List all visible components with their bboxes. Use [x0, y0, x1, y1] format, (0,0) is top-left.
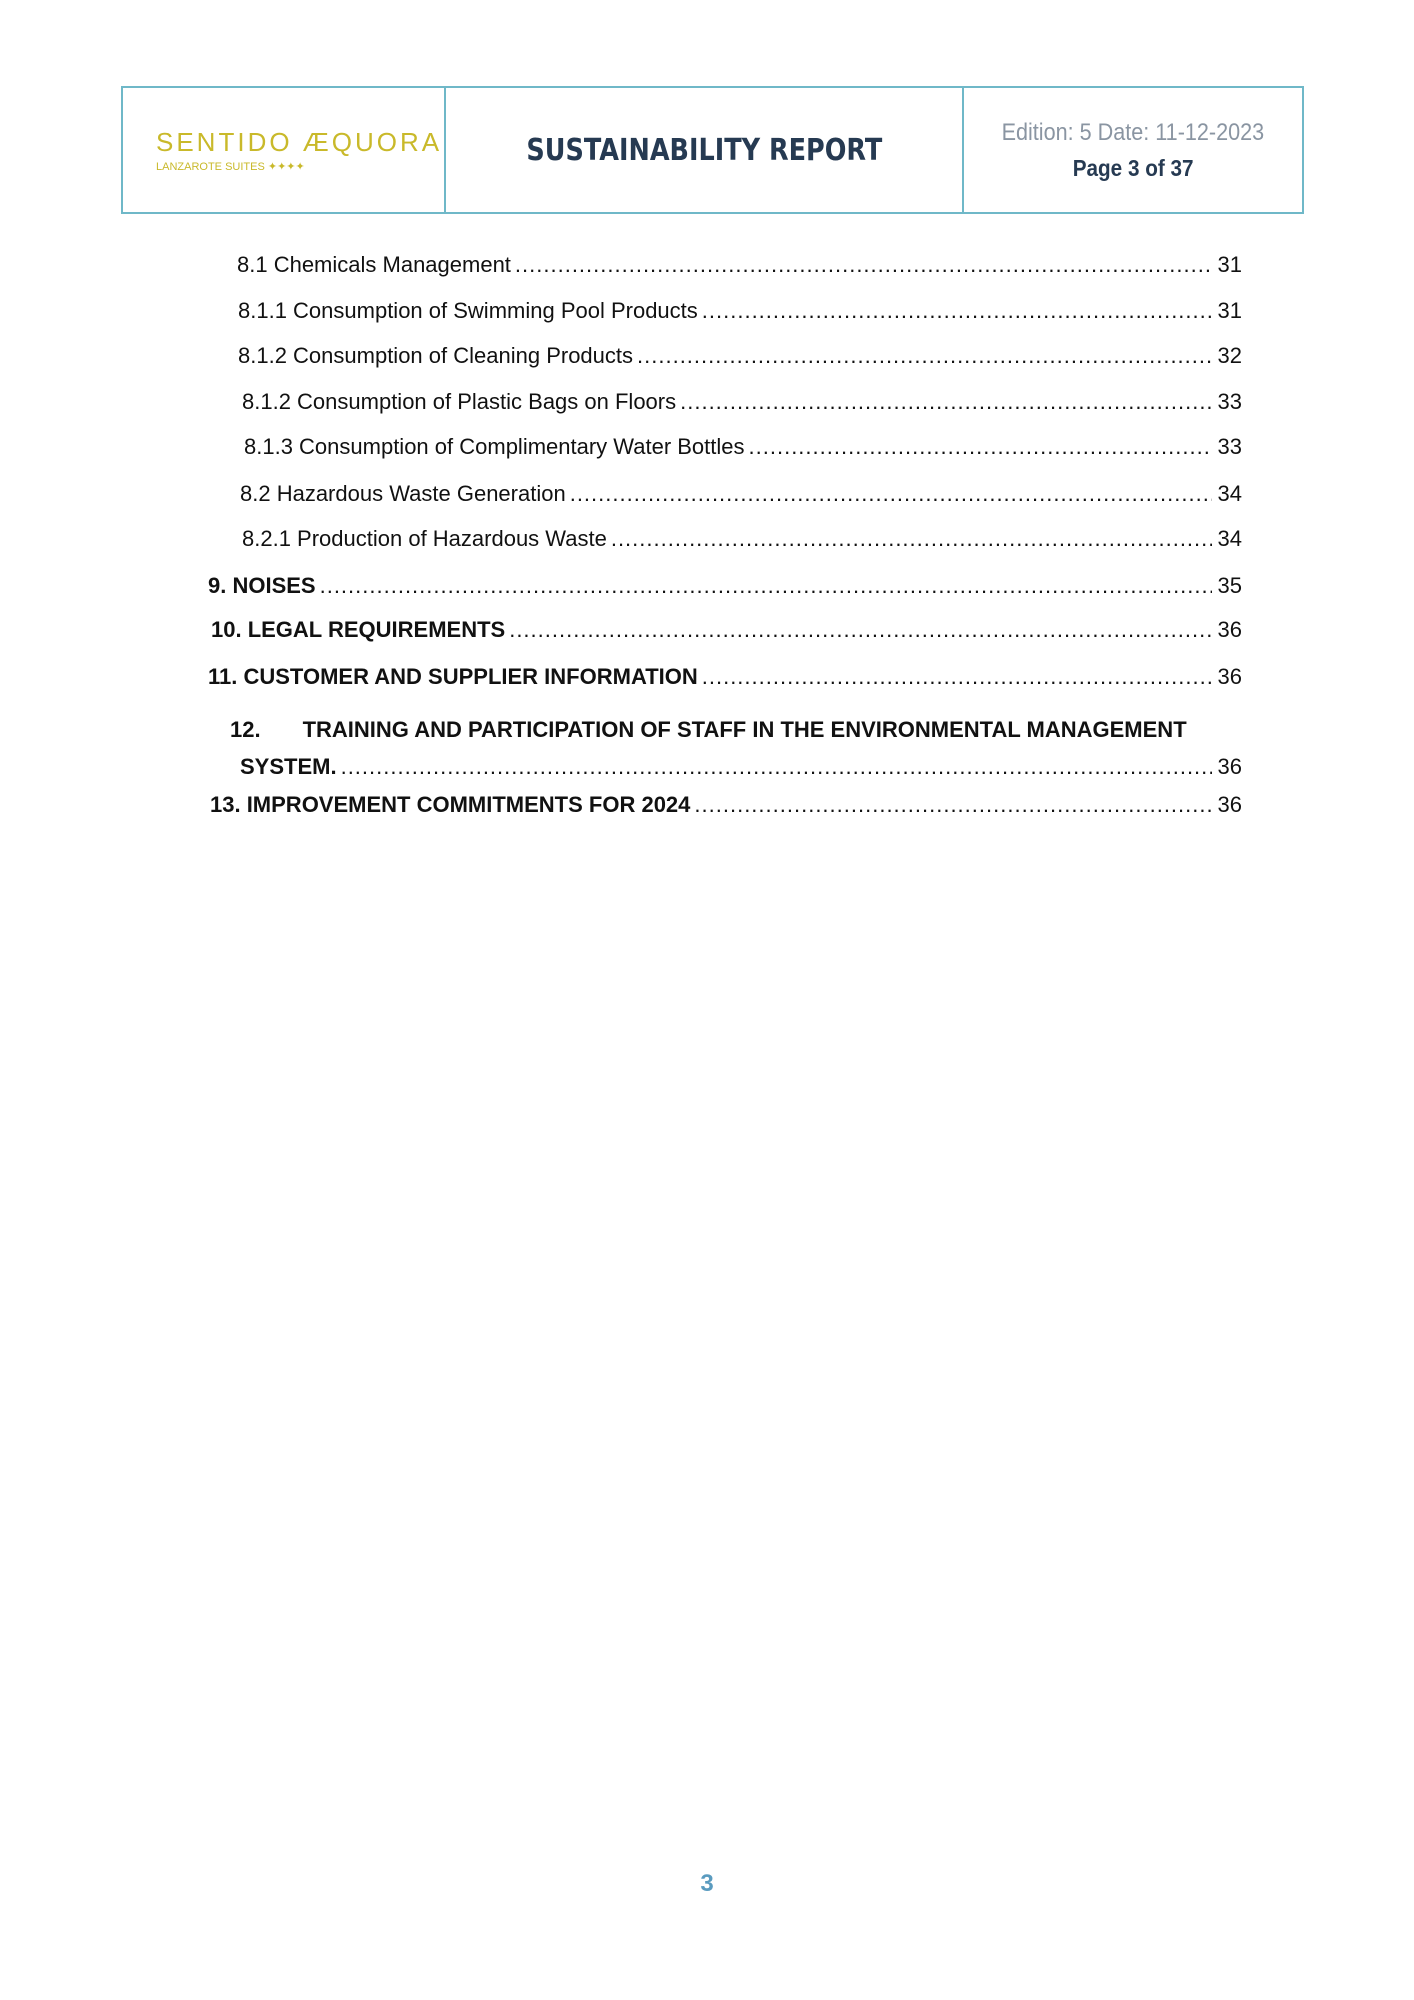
toc-entry[interactable] — [237, 252, 1242, 278]
toc-page: 34 — [1217, 481, 1242, 506]
leader-dots — [702, 298, 1212, 324]
toc-page: 36 — [1217, 754, 1242, 779]
leader-dots — [702, 664, 1212, 690]
leader-dots — [509, 617, 1211, 643]
toc-page: 33 — [1217, 389, 1242, 414]
leader-dots — [749, 434, 1212, 460]
logo-main: SENTIDO ÆQUORA — [156, 127, 443, 157]
toc-entry[interactable] — [208, 664, 1242, 690]
footer-page-number: 3 — [700, 1870, 714, 1897]
page-indicator: Page 3 of 37 — [1072, 154, 1194, 181]
leader-dots — [570, 481, 1212, 507]
toc-entry[interactable] — [244, 434, 1242, 460]
toc-page: 36 — [1217, 792, 1242, 817]
toc-title: TRAINING AND PARTICIPATION OF STAFF IN THE ENVIRONMENTAL MANAGEMENT — [302, 717, 1187, 742]
toc-label: 13. IMPROVEMENT COMMITMENTS FOR 2024 — [210, 792, 691, 817]
toc-entry[interactable] — [208, 573, 1242, 599]
logo — [123, 88, 446, 212]
toc-page: 31 — [1217, 298, 1242, 323]
toc-page: 31 — [1217, 252, 1242, 277]
leader-dots — [637, 343, 1212, 369]
toc-entry[interactable] — [238, 298, 1242, 324]
toc-page: 32 — [1217, 343, 1242, 368]
leader-dots — [611, 526, 1212, 552]
header-table — [121, 86, 1304, 214]
toc-label: 8.1.2 Consumption of Cleaning Products — [238, 343, 634, 368]
toc-entry[interactable] — [240, 481, 1242, 507]
toc-entry[interactable] — [211, 617, 1242, 643]
toc-entry[interactable] — [240, 754, 1242, 780]
toc-page: 33 — [1217, 434, 1242, 459]
toc-label: SYSTEM. — [240, 754, 337, 779]
toc-number: 12. — [230, 717, 261, 742]
toc-label: 8.1.3 Consumption of Complimentary Water Bottles — [244, 434, 745, 459]
report-title: SUSTAINABILITY REPORT — [526, 132, 882, 168]
toc-label: 8.1.2 Consumption of Plastic Bags on Floors — [242, 389, 677, 414]
toc-entry-12-heading[interactable] — [230, 717, 1187, 743]
toc-label: 11. CUSTOMER AND SUPPLIER INFORMATION — [208, 664, 698, 689]
toc-entry[interactable] — [242, 389, 1242, 415]
toc-page: 36 — [1217, 664, 1242, 689]
logo-sub: LANZAROTE SUITES ✦✦✦✦ — [156, 161, 305, 173]
toc-page: 35 — [1217, 573, 1242, 598]
toc-label: 9. NOISES — [208, 573, 316, 598]
leader-dots — [680, 389, 1211, 415]
toc-page: 36 — [1217, 617, 1242, 642]
leader-dots — [320, 573, 1212, 599]
toc-entry[interactable] — [238, 343, 1242, 369]
leader-dots — [694, 792, 1211, 818]
leader-dots — [341, 754, 1212, 780]
toc-entry[interactable] — [242, 526, 1242, 552]
toc-label: 8.1 Chemicals Management — [237, 252, 511, 277]
toc-label: 8.2 Hazardous Waste Generation — [240, 481, 566, 506]
edition-date: Edition: 5 Date: 11-12-2023 — [1001, 118, 1265, 146]
toc-entry[interactable] — [210, 792, 1242, 818]
toc-page: 34 — [1217, 526, 1242, 551]
toc-label: 8.2.1 Production of Hazardous Waste — [242, 526, 607, 551]
leader-dots — [515, 252, 1212, 278]
toc-label: 8.1.1 Consumption of Swimming Pool Products — [238, 298, 698, 323]
toc-label: 10. LEGAL REQUIREMENTS — [211, 617, 506, 642]
